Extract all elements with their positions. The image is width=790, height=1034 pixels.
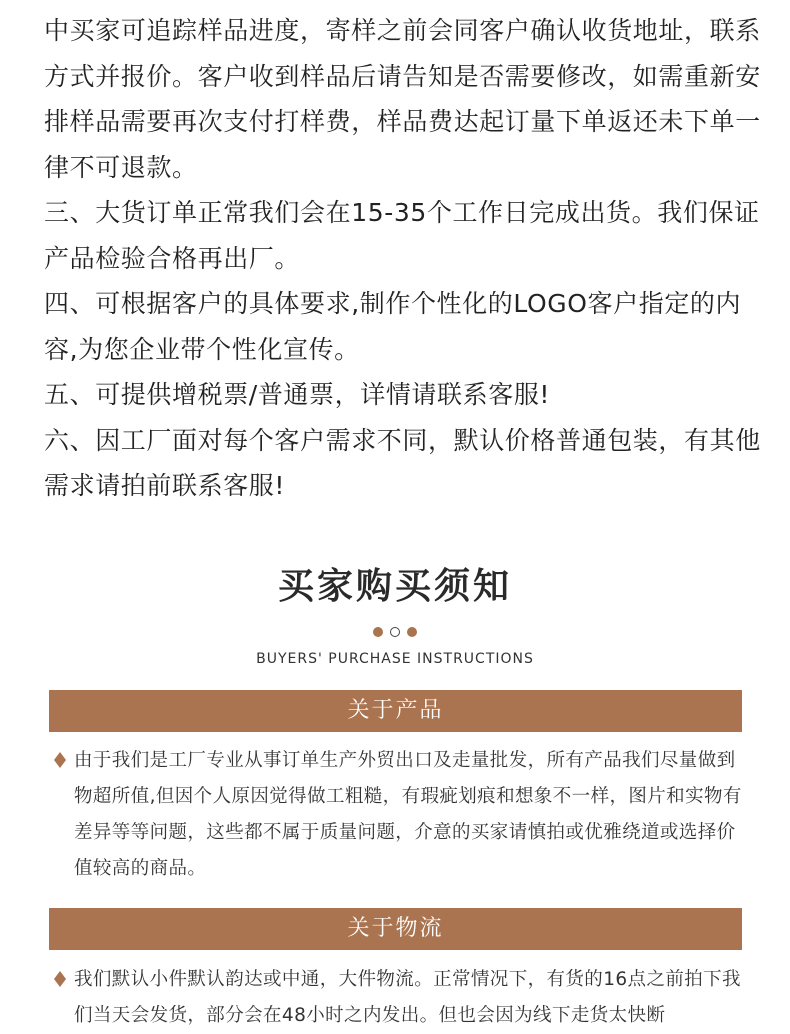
intro-paragraph-3: 三、大货订单正常我们会在15-35个工作日完成出货。我们保证产品检验合格再出厂。 [44, 198, 760, 273]
logistics-notice-text: 我们默认小件默认韵达或中通，大件物流。正常情况下，有货的16点之前拍下我们当天会发货，部分会在48小时之内发出。但也会因为线下走货太快断 [74, 969, 741, 1026]
dot-filled-right [407, 627, 417, 637]
section-title: 买家购买须知 [277, 566, 512, 607]
intro-paragraph-5: 五、可提供增税票/普通票，详情请联系客服! [44, 380, 551, 409]
logistics-heading-band: 关于物流 [49, 908, 742, 950]
diamond-icon [54, 971, 66, 987]
section-subtitle: BUYERS' PURCHASE INSTRUCTIONS [256, 651, 534, 667]
product-heading-band: 关于产品 [49, 690, 742, 732]
dot-filled-left [373, 627, 383, 637]
decorative-dots [0, 627, 790, 637]
dot-hollow-center [390, 627, 400, 637]
intro-paragraph-6: 六、因工厂面对每个客户需求不同，默认价格普通包装，有其他需求请拍前联系客服! [44, 425, 761, 500]
intro-paragraph-4: 四、可根据客户的具体要求,制作个性化的LOGO客户指定的内容,为您企业带个性化宣传。 [44, 289, 742, 364]
intro-paragraph-1: 中买家可追踪样品进度，寄样之前会同客户确认收货地址，联系方式并报价。客户收到样品后请告知是否需要修改，如需重新安排样品需要再次支付打样费，样品费达起订量下单返还未下单一律不可退款。 [44, 16, 761, 182]
diamond-icon [54, 752, 66, 768]
intro-text [44, 8, 764, 509]
product-notice-text: 由于我们是工厂专业从事订单生产外贸出口及走量批发，所有产品我们尽量做到物超所值,但因个人原因觉得做工粗糙，有瑕疵划痕和想象不一样，图片和实物有差异等等问题，这些都不属于质量问题，介意的买家请慎拍或优雅绕道或选择价值较高的商品。 [74, 750, 742, 879]
